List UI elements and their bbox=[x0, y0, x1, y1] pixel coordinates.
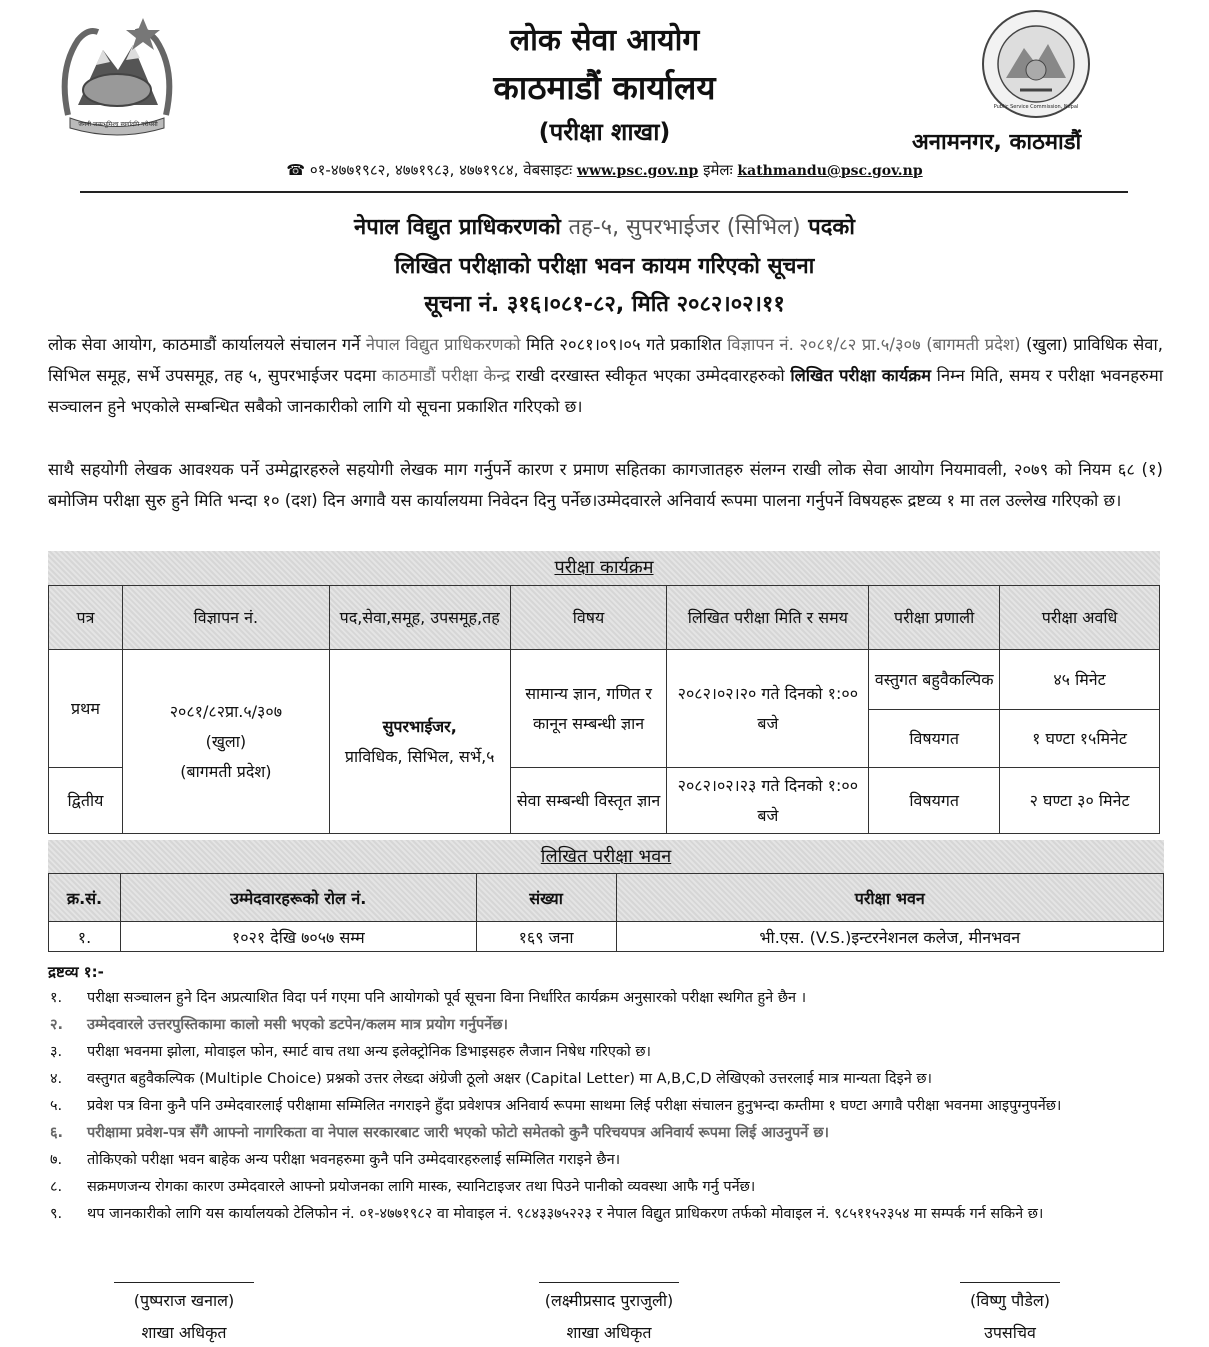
hall-title: लिखित परीक्षा भवन bbox=[540, 846, 672, 867]
signature-line bbox=[539, 1282, 679, 1283]
helper-writer-paragraph: साथै सहयोगी लेखक आवश्यक पर्ने उम्मेद्वारहरुले सहयोगी लेखक माग गर्नुपर्ने कारण र प्रमाण सहितका कागजातहरु संलग्न राखी लोक सेवा आयोग नियमावली, २०७९ को नियम ६८ (१) बमोजिम परीक्षा सुरु हुने मिति भन्दा १० (दश) दिन अगावै यस कार्यालयमा निवेदन दिनु पर्नेछ।उम्मेदवारले अनिवार्य रूपमा पालना गर्नुपर्ने विषयहरू द्रष्टव्य १ मा तल उल्लेख गरिएको छ। bbox=[48, 460, 1163, 510]
phone-icon: ☎ bbox=[286, 161, 306, 179]
signatory-title: शाखा अधिकृत bbox=[141, 1323, 227, 1342]
signature-block bbox=[504, 1282, 714, 1343]
contact-line bbox=[0, 160, 1209, 180]
schedule-title: परीक्षा कार्यक्रम bbox=[554, 557, 654, 578]
signatory-name: (पुष्पराज खनाल) bbox=[133, 1291, 235, 1310]
signatory-title: उपसचिव bbox=[984, 1323, 1036, 1342]
signatory-title: शाखा अधिकृत bbox=[566, 1323, 652, 1342]
header-divider bbox=[80, 191, 1128, 193]
notice-number: सूचना नं. ३१६।०८१-८२, मिति २०८२।०२।११ bbox=[424, 292, 785, 317]
section-name: (परीक्षा शाखा) bbox=[538, 118, 671, 146]
schedule-section bbox=[48, 551, 1160, 834]
list-item: ७. तोकिएको परीक्षा भवन बाहेक अन्य परीक्षा भवनहरुमा कुनै पनि उम्मेदवारहरुलाई सम्मिलित गराइने छैन। bbox=[50, 1152, 621, 1168]
seal-text: Public Service Commission, Nepal bbox=[993, 104, 1079, 110]
signature-block bbox=[910, 1282, 1110, 1343]
notice-title: नेपाल विद्युत प्राधिकरणको तह-५, सुपरभाईजर (सिभिल) पदको bbox=[354, 215, 855, 240]
schedule-header-row: पत्र विज्ञापन नं. पद,सेवा,समूह, उपसमूह,तह विषय लिखित परीक्षा मिति र समय परीक्षा प्रणाली परीक्षा अवधि bbox=[49, 586, 1160, 650]
schedule-row: विषयगत १ घण्टा १५मिनेट bbox=[49, 710, 1160, 768]
office-name: काठमाडौं कार्यालय bbox=[493, 68, 716, 107]
signature-line bbox=[114, 1282, 254, 1283]
org-name: लोक सेवा आयोग bbox=[509, 23, 700, 58]
list-item: ६. परीक्षामा प्रवेश-पत्र सँगै आफ्नो नागरिकता वा नेपाल सरकारबाट जारी भएको फोटो समेतको कुनै परिचयपत्र अनिवार्य रूपमा लिई आउनुपर्ने छ। bbox=[50, 1125, 830, 1141]
office-address: अनामनगर, काठमाडौं bbox=[912, 130, 1082, 155]
phone-numbers: ०१-४७७१९८२, ४७७१९८३, ४७७१९८४, वेबसाइटः bbox=[309, 161, 573, 179]
schedule-row: प्रथम २०८१/८२प्रा.५/३०७ (खुला) (बागमती प्रदेश) सुपरभाईजर, प्राविधिक, सिभिल, सर्भे,५ सामान्य ज्ञान, गणित र कानून सम्बन्धी ज्ञान २०८२।०२।२० गते दिनको १:०० बजे वस्तुगत बहुवैकल्पिक ४५ मिनेट bbox=[49, 650, 1160, 710]
notes-list bbox=[50, 987, 1170, 1230]
email-link[interactable]: kathmandu@psc.gov.np bbox=[737, 163, 923, 179]
schedule-table bbox=[48, 585, 1160, 834]
list-item: ५. प्रवेश पत्र विना कुनै पनि उम्मेदवारलाई परीक्षामा सम्मिलित नगराइने हुँदा प्रवेशपत्र अनिवार्य रूपमा साथमा लिई परीक्षा संचालन हुनुभन्दा कम्तीमा १ घण्टा अगावै परीक्षा भवनमा आइपुग्नुपर्नेछ। bbox=[50, 1098, 1062, 1114]
notice-subtitle: लिखित परीक्षाको परीक्षा भवन कायम गरिएको सूचना bbox=[394, 254, 815, 279]
notes-heading: द्रष्टव्य १:- bbox=[48, 963, 104, 981]
hall-table bbox=[48, 873, 1164, 952]
signature-line bbox=[960, 1282, 1060, 1283]
table-row: १. १०२१ देखि ७०५७ सम्म १६९ जना भी.एस. (V.S.)इन्टरनेशनल कलेज, मीनभवन bbox=[49, 922, 1164, 952]
email-label: इमेलः bbox=[703, 161, 733, 179]
signatory-name: (विष्णु पौडेल) bbox=[970, 1291, 1050, 1310]
list-item: ९. थप जानकारीको लागि यस कार्यालयको टेलिफोन नं. ०१-४७७१९८२ वा मोवाइल नं. ९८४३३७५२२३ र नेपाल विद्युत प्राधिकरण तर्फको मोवाइल नं. ९८५११५२३५४ मा सम्पर्क गर्न सकिने छ। bbox=[50, 1206, 1044, 1222]
list-item: २. उम्मेदवारले उत्तरपुस्तिकामा कालो मसी भएको डटपेन/कलम मात्र प्रयोग गर्नुपर्नेछ। bbox=[50, 1017, 508, 1033]
hall-title-band bbox=[48, 840, 1164, 873]
list-item: ४. वस्तुगत बहुवैकल्पिक (Multiple Choice) प्रश्नको उत्तर लेख्दा अंग्रेजी ठूलो अक्षर (Capital Letter) मा A,B,C,D लेखिएको उत्तरलाई मात्र मान्यता दिइने छ। bbox=[50, 1071, 933, 1087]
list-item: ३. परीक्षा भवनमा झोला, मोवाइल फोन, स्मार्ट वाच तथा अन्य इलेक्ट्रोनिक डिभाइसहरु लैजान निषेध गरिएको छ। bbox=[50, 1044, 652, 1060]
schedule-row: द्वितीय सेवा सम्बन्धी विस्तृत ज्ञान २०८२।०२।२३ गते दिनको १:०० बजे विषयगत २ घण्टा ३० मिनेट bbox=[49, 768, 1160, 834]
website-link[interactable]: www.psc.gov.np bbox=[576, 163, 699, 179]
intro-paragraph: लोक सेवा आयोग, काठमाडौं कार्यालयले संचालन गर्ने नेपाल विद्युत प्राधिकरणको मिति २०८१।०९।०५ गते प्रकाशित विज्ञापन नं. २०८१/८२ प्रा.५/३०७ (बागमती प्रदेश) (खुला) प्राविधिक सेवा, सिभिल समूह, सर्भे उपसमूह, तह ५, सुपरभाईजर पदमा काठमाडौं परीक्षा केन्द्र राखी दरखास्त स्वीकृत भएका उम्मेदवारहरुको लिखित परीक्षा कार्यक्रम निम्न मिति, समय र परीक्षा भवनहरुमा सञ्चालन हुने भएकोले सम्बन्धित सबैको जानकारीको लागि यो सूचना प्रकाशित गरिएको छ। bbox=[48, 335, 1163, 416]
list-item: १. परीक्षा सञ्चालन हुने दिन अप्रत्याशित विदा पर्न गएमा पनि आयोगको पूर्व सूचना विना निर्धारित कार्यक्रम अनुसारको परीक्षा स्थगित हुने छैन । bbox=[50, 990, 807, 1006]
hall-section bbox=[48, 840, 1164, 952]
signature-block bbox=[84, 1282, 284, 1343]
signatory-name: (लक्ष्मीप्रसाद पुराजुली) bbox=[544, 1291, 674, 1310]
list-item: ८. सक्रमणजन्य रोगका कारण उम्मेदवारले आफ्नो प्रयोजनका लागि मास्क, स्यानिटाइजर तथा पिउने पानीको व्यवस्था आफै गर्नु पर्नेछ। bbox=[50, 1179, 756, 1195]
hall-header-row: क्र.सं. उम्मेदवारहरूको रोल नं. संख्या परीक्षा भवन bbox=[49, 874, 1164, 922]
emblem-motto: जननी जन्मभूमिश्च स्वर्गादपि गरीयसी bbox=[78, 121, 158, 128]
schedule-title-band bbox=[48, 551, 1160, 585]
